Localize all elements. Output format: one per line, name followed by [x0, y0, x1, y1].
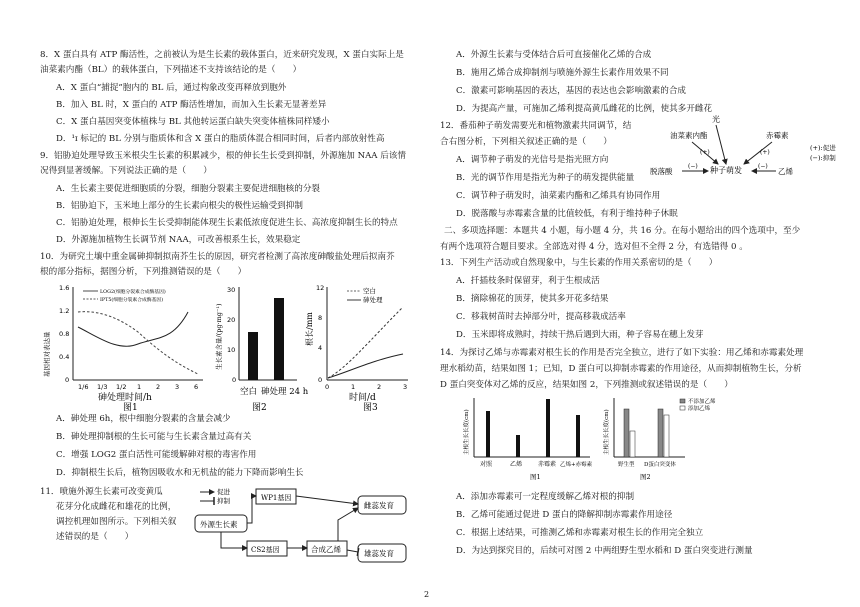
fig1-legend-2: IPT5(细胞分裂素合成酶基因) [100, 298, 164, 303]
q14-stem-1: 14．为探讨乙烯与赤霉素对根生长的作用是否完全独立，进行了如下实验：用乙烯和赤霉素处理 [440, 348, 804, 358]
fig1-ytick-4: 0 [65, 376, 70, 384]
fig2-cat-2: 砷处理 24 h [261, 387, 309, 397]
q11-stem-3: 调控机理如图所示。下列相关叙 [56, 517, 177, 527]
fig3-xtick-0: 0 [325, 383, 330, 391]
q11-stem-1: 11．喷施外源生长素可改变黄瓜 [40, 487, 163, 497]
q9-option-d: D．外源施加植物生长调节剂 NAA，可改善根系生长，效果稳定 [56, 235, 301, 245]
q12-option-a: A．调节种子萌发的光信号是指光照方向 [456, 155, 609, 165]
fig1-series-log2 [78, 312, 188, 346]
fig3-xtick-2: 2 [377, 383, 382, 391]
q10-option-b: B．砷处理抑制根的生长可能与生长素含量过高有关 [56, 432, 252, 442]
q11-option-a: A．外源生长素与受体结合后可直接催化乙烯的合成 [456, 50, 652, 60]
q14-fig2-bar-wt-eth [630, 431, 635, 457]
q8-option-b: B．加入 BL 时，X 蛋白的 ATP 酶活性增加，而加入生长素无显著差异 [56, 100, 327, 110]
q14-fig2-cat-1: D蛋白突变体 [644, 462, 676, 468]
fig2-ylabel: 生长素含量/(pg·mg⁻¹) [215, 303, 223, 370]
fig2-ytick-1: 20 [227, 316, 236, 324]
fig1-ytick-1: 1.2 [59, 307, 70, 315]
fig2-bar-arsenic [274, 298, 284, 380]
q11-stem-2: 花芽分化成雌花和雄花的比例， [56, 502, 177, 512]
q12-diagram-legend-1: (+):促进 [810, 144, 836, 152]
q10-option-a: A．砷处理 6h，根中细胞分裂素的含量会减少 [56, 414, 231, 424]
q14-fig2-legend-swatch-1 [680, 399, 685, 403]
q11-box-cs2-text: CS2基因 [251, 546, 280, 554]
q12-minus-2: (−) [758, 163, 768, 170]
q14-fig2-cat-0: 野生型 [618, 462, 635, 468]
q12-option-d: D．脱落酸与赤霉素含量的比值较低，有利于维持种子休眠 [456, 209, 678, 219]
q11-arrow-eth-male [347, 550, 358, 552]
fig1-xtick-5: 3 [175, 383, 180, 391]
q14-fig1-bar-both [576, 415, 580, 457]
q13-option-d: D．玉米即将成熟时，持续干热后遇到大雨，种子容易在穗上发芽 [456, 330, 704, 340]
q8-stem-2: 油菜素内酯（BL）的载体蛋白，下列描述不支持该结论的是（ ） [40, 65, 302, 75]
fig3-ytick-2: 4 [318, 344, 323, 352]
fig3-legend-2: 砷处理 [363, 296, 383, 304]
q11-option-c: C．激素可影响基因的表达，基因的表达也会影响激素的合成 [456, 86, 687, 96]
q14-option-a: A．添加赤霉素可一定程度缓解乙烯对根的抑制 [456, 492, 635, 502]
section2-line-1: 二、多项选择题：本题共 4 小题，每小题 4 分，共 16 分。在每小题给出的四个选项中，至少 [444, 226, 801, 236]
q11-box-auxin-text: 外源生长素 [200, 520, 238, 529]
fig3-ytick-0: 12 [316, 284, 325, 292]
q12-diagram-light: 光 [712, 115, 720, 124]
q14-fig2-bar-mut-eth [664, 415, 669, 457]
q11-box-male-text: 雄蕊发育 [364, 549, 394, 558]
q11-stem-4: 述错误的是（ ） [56, 532, 134, 542]
q14-fig1-cat-3: 乙烯+赤霉素 [560, 462, 593, 468]
q12-diagram-ethylene: 乙烯 [778, 167, 793, 176]
fig3-ytick-1: 8 [318, 314, 323, 322]
q8-option-c: C．X 蛋白基因突变体植株与 BL 其他转运蛋白缺失突变体植株同样矮小 [56, 117, 330, 127]
page-number: 2 [424, 590, 430, 599]
fig2-ytick-0: 30 [227, 286, 236, 294]
q14-fig2-legend-swatch-2 [680, 406, 685, 410]
fig1-xtick-0: 1/6 [78, 383, 89, 391]
fig1-ytick-0: 1.6 [59, 284, 70, 292]
q14-fig1-bar-ga [546, 399, 550, 457]
q14-option-b: B．乙烯可能通过促进 D 蛋白的降解抑制赤霉素作用途径 [456, 510, 673, 520]
q12-diagram-aba: 脱落酸 [650, 167, 673, 176]
q14-fig1-cat-0: 对照 [480, 461, 493, 468]
q11-box-ethylene-text: 合成乙烯 [311, 545, 341, 554]
fig1-ylabel: 基因相对表达量 [43, 331, 51, 377]
fig1-xtick-6: 6 [194, 383, 199, 391]
q14-fig1-cat-1: 乙烯 [510, 461, 523, 468]
q14-stem-3: D 蛋白突变体对乙烯的反应，结果如图 2，下列推测或叙述错误的是（ ） [440, 380, 733, 390]
q9-stem-1: 9．铝胁迫处理导致玉米根尖生长素的积累减少，根的伸长生长受到抑制，外源施加 NAA 后该情 [40, 151, 407, 161]
q14-fig2-ylabel: 主根生长长度(cm) [604, 409, 610, 455]
q14-fig2-legend-2: 添加乙烯 [688, 406, 711, 412]
q9-option-b: B．铝胁迫下，玉米地上部分的生长素向根尖的极性运输受到抑制 [56, 201, 303, 211]
fig3-xtick-1: 1 [351, 383, 356, 391]
fig3-series-arsenic [328, 354, 403, 378]
fig1-legend-1: LOG2(细胞分裂素合成酶基因) [100, 290, 166, 295]
fig3-xlabel: 时间/d [349, 393, 376, 403]
q12-plus-1: (+) [700, 149, 710, 156]
q8-stem-1: 8．X 蛋白具有 ATP 酶活性，之前被认为是生长素的载体蛋白，近来研究发现，X 蛋白实际上是 [40, 50, 404, 60]
q12-plus-2: (+) [760, 149, 770, 156]
fig2-caption: 图2 [252, 403, 267, 413]
q12-option-b: B．光的调节作用是指光为种子的萌发提供能量 [456, 173, 635, 183]
fig1-ytick-3: 0.4 [59, 353, 70, 361]
q10-option-d: D．抑制根生长后，植物因吸收水和无机盐的能力下降而影响生长 [56, 468, 304, 478]
fig3-ylabel: 根长/mm [305, 312, 314, 346]
fig3-ytick-3: 0 [318, 376, 323, 384]
q11-arrow-auxin-wp1 [247, 496, 256, 523]
q13-option-b: B．摘除棉花的顶芽，使其多开花多结果 [456, 294, 609, 304]
q14-fig2-bar-mut-no-eth [658, 409, 663, 457]
q9-option-a: A．生长素主要促进细胞质的分裂，细胞分裂素主要促进细胞核的分裂 [56, 184, 321, 194]
fig3-caption: 图3 [363, 403, 378, 413]
q14-option-c: C．根据上述结果，可推测乙烯和赤霉素对根生长的作用完全独立 [456, 528, 704, 538]
q12-germination-diagram [650, 112, 855, 187]
fig1-xtick-3: 1 [137, 383, 142, 391]
q14-stem-2: 理水稻幼苗，结果如图 1；已知，D 蛋白可以抑制赤霉素的作用途径，从而抑制植物生长，分析 [440, 364, 802, 374]
figure-3-line-chart [303, 282, 413, 412]
q11-option-d: D．为提高产量，可施加乙烯利提高黄瓜雌花的比例，使其多开雌花 [456, 104, 713, 114]
q11-arrow-wp1-female [296, 496, 358, 504]
fig1-xtick-1: 1/3 [97, 383, 108, 391]
q12-stem-2: 合右图分析，下列相关叙述正确的是（ ） [440, 137, 612, 147]
q14-fig1-cat-2: 赤霉素 [538, 461, 557, 468]
fig1-xlabel: 砷处理时间/h [98, 393, 152, 403]
q12-diagram-legend-2: (−):抑制 [810, 154, 836, 162]
fig1-xtick-2: 1/2 [116, 383, 127, 391]
q14-fig1-ylabel: 主根生长长度(cm) [464, 409, 470, 455]
q12-arrow-light [716, 125, 726, 164]
q9-stem-2: 况得到显著缓解。下列说法正确的是（ ） [40, 166, 212, 176]
q9-option-c: C．铝胁迫处理，根伸长生长受抑制能体现生长素低浓度促进生长、高浓度抑制生长的特点 [56, 218, 398, 228]
fig1-ytick-2: 0.8 [59, 330, 70, 338]
q8-option-d: D．¹ɪ 标记的 BL 分别与脂质体和含 X 蛋白的脂质体混合相同时间，后者内部放射性高 [56, 134, 385, 144]
q14-fig1-bar-ethylene [516, 435, 520, 457]
fig3-legend-1: 空白 [363, 287, 376, 295]
q14-fig2-caption: 图2 [640, 473, 651, 481]
q13-option-c: C．移栽树苗时去掉部分叶，提高移栽成活率 [456, 312, 626, 322]
q12-diagram-br: 油菜素内酯 [670, 131, 708, 140]
fig2-ytick-3: 0 [232, 376, 237, 384]
section2-line-2: 有两个选项符合题目要求。全部选对得 4 分，选对但不全得 2 分，有选错得 0 。 [440, 242, 748, 252]
q11-option-b: B．施用乙烯合成抑制剂与喷施外源生长素作用效果不同 [456, 68, 669, 78]
q11-regulation-diagram [190, 484, 418, 574]
q12-diagram-ga: 赤霉素 [766, 131, 789, 140]
q11-legend-inhibit: 抑制 [217, 497, 230, 505]
q12-option-c: C．调节种子萌发时，油菜素内酯和乙烯具有协同作用 [456, 191, 661, 201]
q14-fig1-bar-control [486, 411, 490, 457]
fig2-cat-1: 空白 [240, 387, 258, 397]
q10-stem-1: 10．为研究土壤中重金属砷抑制拟南芥生长的原因，研究者检测了高浓度砷酸盐处理后拟南芥 [40, 252, 395, 262]
figure-2-bar-chart [212, 282, 309, 413]
q12-stem-1: 12．番茄种子萌发需要光和植物激素共同调节，结 [440, 121, 632, 131]
fig1-series-ipt5 [78, 312, 198, 374]
q10-option-c: C．增强 LOG2 蛋白活性可能缓解砷对根的毒害作用 [56, 450, 257, 460]
q14-option-d: D．为达到探究目的，后续可对图 2 中两组野生型水稻和 D 蛋白突变进行测量 [456, 546, 753, 556]
q14-figure-2-bar-chart [600, 395, 720, 485]
q14-figure-1-bar-chart [460, 395, 595, 485]
fig1-caption: 图1 [123, 403, 138, 413]
q14-fig1-caption: 图1 [530, 473, 541, 481]
q8-option-a: A．X 蛋白“捕捉”胞内的 BL 后，通过构象改变再释放到胞外 [56, 83, 287, 93]
fig2-ytick-2: 10 [227, 346, 236, 354]
fig3-xtick-3: 3 [403, 383, 408, 391]
q11-arrow-auxin-cs2 [221, 532, 247, 548]
figure-1-line-chart [38, 282, 213, 412]
q12-diagram-seed: 种子萌发 [710, 166, 742, 175]
q14-fig2-legend-1: 不添加乙烯 [688, 399, 716, 405]
q11-box-female-text: 雌蕊发育 [364, 501, 394, 510]
fig1-xtick-4: 2 [156, 383, 161, 391]
q10-stem-2: 根的部分指标，据图分析，下列推测错误的是（ ） [40, 267, 247, 277]
q13-stem: 13．下列生产活动或自然现象中，与生长素的作用关系密切的是（ ） [440, 258, 718, 268]
q11-arrow-eth-female [338, 508, 358, 541]
fig2-bar-control [248, 332, 258, 380]
fig3-series-control [328, 307, 403, 378]
q11-box-wp1-text: WP1基因 [261, 494, 292, 502]
q14-fig2-bar-wt-no-eth [624, 409, 629, 457]
q12-minus-1: (−) [688, 163, 698, 170]
q13-option-a: A．扦插枝条时保留芽，利于生根成活 [456, 276, 600, 286]
q11-legend-promote: 促进 [217, 488, 230, 496]
